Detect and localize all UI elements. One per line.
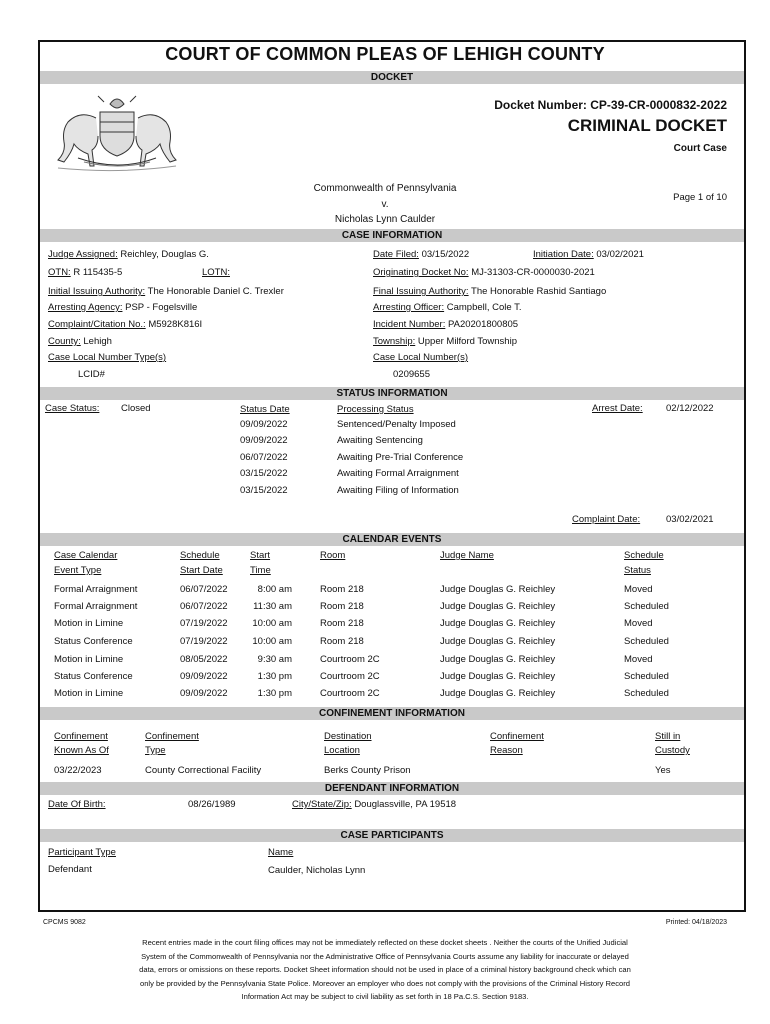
col-header-schedule-1: Schedule [180, 550, 220, 561]
conf-header-custody-2: Custody [655, 745, 690, 756]
cal-judge: Judge Douglas G. Reichley [440, 584, 556, 595]
cal-judge: Judge Douglas G. Reichley [440, 601, 556, 612]
disclaimer-line: only be provided by the Pennsylvania State Police. Moreover an employer who does not comply with the provisions of the Criminal History Record [139, 978, 631, 988]
docket-band: DOCKET [40, 71, 744, 84]
participant-name-header: Name [268, 847, 294, 858]
col-header-start-1: Start [250, 550, 271, 561]
cal-date: 06/07/2022 [180, 584, 228, 595]
col-header-judge: Judge Name [440, 550, 494, 561]
case-local-number-type-label: Case Local Number Type(s) [48, 352, 167, 363]
final-issuing-authority: Final Issuing Authority: The Honorable Rashid Santiago [373, 286, 607, 297]
case-status-value: Closed [121, 403, 151, 414]
court-title: COURT OF COMMON PLEAS OF LEHIGH COUNTY [165, 44, 605, 64]
caption-defendant: Nicholas Lynn Caulder [334, 214, 436, 225]
printed-date: Printed: 04/18/2023 [665, 919, 727, 926]
township: Township: Upper Milford Township [373, 336, 517, 347]
conf-custody: Yes [655, 765, 671, 776]
date-filed: Date Filed: 03/15/2022 [373, 249, 470, 260]
conf-known-as-of: 03/22/2023 [54, 765, 102, 776]
case-participants-band: CASE PARTICIPANTS [40, 829, 744, 842]
conf-header-reason-1: Confinement [490, 731, 544, 742]
cal-time: 8:00 am [257, 584, 292, 595]
initial-issuing-authority: Initial Issuing Authority: The Honorable Daniel C. Trexler [48, 286, 284, 297]
otn: OTN: R 115435-5 [48, 267, 123, 278]
cal-judge: Judge Douglas G. Reichley [440, 654, 556, 665]
arrest-date-label: Arrest Date: [592, 403, 643, 414]
conf-header-known-1: Confinement [54, 731, 108, 742]
processing-status-header: Processing Status [337, 404, 414, 415]
cal-date: 06/07/2022 [180, 601, 228, 612]
initiation-date: Initiation Date: 03/02/2021 [533, 249, 644, 260]
cal-room: Courtroom 2C [320, 671, 380, 682]
cal-room: Room 218 [320, 636, 364, 647]
complaint-date-label: Complaint Date: [572, 514, 641, 525]
conf-type: County Correctional Facility [145, 765, 262, 776]
cal-judge: Judge Douglas G. Reichley [440, 618, 556, 629]
cal-status: Moved [624, 654, 653, 665]
cal-event: Formal Arraignment [54, 601, 138, 612]
cal-room: Room 218 [320, 618, 364, 629]
cal-status: Scheduled [624, 671, 669, 682]
conf-header-type-1: Confinement [145, 731, 199, 742]
cal-date: 09/09/2022 [180, 671, 228, 682]
cal-time: 11:30 am [253, 601, 292, 612]
docket-type: CRIMINAL DOCKET [567, 116, 727, 135]
incident-number: Incident Number: PA20201800805 [373, 319, 519, 330]
case-local-number-value: 0209655 [393, 369, 430, 380]
cal-judge: Judge Douglas G. Reichley [440, 671, 556, 682]
originating-docket: Originating Docket No: MJ-31303-CR-0000030-2021 [373, 267, 595, 278]
status-row-date: 09/09/2022 [240, 435, 288, 446]
col-header-room: Room [320, 550, 346, 561]
status-information-band: STATUS INFORMATION [40, 387, 744, 400]
status-row-date: 09/09/2022 [240, 419, 288, 430]
col-header-start-2: Time [250, 565, 271, 576]
status-row-status: Awaiting Sentencing [337, 435, 423, 446]
case-status-label: Case Status: [45, 403, 100, 414]
cal-date: 07/19/2022 [180, 618, 228, 629]
status-row-status: Awaiting Pre-Trial Conference [337, 452, 464, 463]
disclaimer-line: Recent entries made in the court filing offices may not be immediately reflected on these docket sheets . Neither the courts of the Unified Judicial [142, 938, 628, 947]
lotn: LOTN: [202, 267, 230, 278]
docket-number: Docket Number: CP-39-CR-0000832-2022 [494, 98, 727, 112]
cal-status: Scheduled [624, 636, 669, 647]
disclaimer-line: System of the Commonwealth of Pennsylvania nor the Administrative Office of Pennsylvania Courts assume any liability for inaccurate or delayed [141, 951, 629, 961]
conf-header-type-2: Type [145, 745, 166, 756]
conf-header-known-2: Known As Of [54, 745, 109, 756]
dob-value: 08/26/1989 [188, 799, 236, 810]
disclaimer-line: Information Act may be subject to civil liability as set forth in 18 Pa.C.S. Section 9183. [241, 992, 529, 1001]
col-header-event-2: Event Type [54, 565, 102, 576]
form-id: CPCMS 9082 [43, 919, 86, 926]
status-row-date: 03/15/2022 [240, 485, 288, 496]
col-header-status-2: Status [624, 565, 651, 576]
cal-event: Status Conference [54, 636, 133, 647]
conf-header-destination-1: Destination [324, 731, 372, 742]
cal-event: Motion in Limine [54, 618, 124, 629]
cal-status: Scheduled [624, 688, 669, 699]
participant-name: Caulder, Nicholas Lynn [268, 865, 366, 876]
status-row-status: Awaiting Formal Arraignment [337, 468, 459, 479]
cal-event: Motion in Limine [54, 654, 124, 665]
cal-room: Courtroom 2C [320, 688, 380, 699]
cal-time: 9:30 am [257, 654, 292, 665]
col-header-event-1: Case Calendar [54, 550, 118, 561]
conf-header-custody-1: Still in [655, 731, 681, 742]
caption-versus: v. [381, 199, 389, 210]
cal-time: 1:30 pm [257, 688, 292, 699]
status-row-status: Awaiting Filing of Information [337, 485, 459, 496]
case-information-band: CASE INFORMATION [40, 229, 744, 242]
participant-type: Defendant [48, 864, 92, 875]
cal-date: 07/19/2022 [180, 636, 228, 647]
col-header-schedule-2: Start Date [180, 565, 223, 576]
arresting-agency: Arresting Agency: PSP - Fogelsville [48, 302, 198, 313]
complaint-citation: Complaint/Citation No.: M5928K816I [48, 319, 203, 330]
cal-room: Courtroom 2C [320, 654, 380, 665]
cal-time: 10:00 am [252, 636, 292, 647]
disclaimer-line: data, errors or omissions on these reports. Docket Sheet information should not be used in place of a criminal history background check which can [139, 965, 631, 974]
cal-event: Motion in Limine [54, 688, 124, 699]
status-row-date: 03/15/2022 [240, 468, 288, 479]
cal-event: Formal Arraignment [54, 584, 138, 595]
arrest-date-value: 02/12/2022 [666, 403, 714, 414]
complaint-date-value: 03/02/2021 [666, 514, 714, 525]
cal-time: 10:00 am [252, 618, 292, 629]
conf-header-reason-2: Reason [490, 745, 523, 756]
cal-status: Moved [624, 584, 653, 595]
cal-date: 08/05/2022 [180, 654, 228, 665]
calendar-events-band: CALENDAR EVENTS [40, 533, 744, 546]
case-kind: Court Case [673, 143, 727, 154]
cal-judge: Judge Douglas G. Reichley [440, 636, 556, 647]
cal-time: 1:30 pm [257, 671, 292, 682]
confinement-information-band: CONFINEMENT INFORMATION [40, 707, 744, 720]
caption-plaintiff: Commonwealth of Pennsylvania [313, 183, 457, 194]
cal-judge: Judge Douglas G. Reichley [440, 688, 556, 699]
status-row-date: 06/07/2022 [240, 452, 288, 463]
case-local-number-type-value: LCID# [78, 369, 105, 380]
cal-status: Moved [624, 618, 653, 629]
status-row-status: Sentenced/Penalty Imposed [337, 419, 456, 430]
cal-date: 09/09/2022 [180, 688, 228, 699]
pennsylvania-coat-of-arms-icon [48, 92, 186, 172]
cal-room: Room 218 [320, 601, 364, 612]
county: County: Lehigh [48, 336, 112, 347]
cal-status: Scheduled [624, 601, 669, 612]
cal-event: Status Conference [54, 671, 133, 682]
arresting-officer: Arresting Officer: Campbell, Cole T. [373, 302, 522, 313]
cal-room: Room 218 [320, 584, 364, 595]
disclaimer [80, 936, 690, 1004]
page-number: Page 1 of 10 [673, 192, 727, 203]
conf-destination: Berks County Prison [324, 765, 411, 776]
participant-type-header: Participant Type [48, 847, 116, 858]
col-header-status-1: Schedule [624, 550, 664, 561]
defendant-information-band: DEFENDANT INFORMATION [40, 782, 744, 795]
status-date-header: Status Date [240, 404, 290, 415]
city-state-zip: City/State/Zip: Douglassville, PA 19518 [292, 799, 457, 810]
judge-assigned: Judge Assigned: Reichley, Douglas G. [48, 249, 209, 260]
dob-label: Date Of Birth: [48, 799, 106, 810]
conf-header-destination-2: Location [324, 745, 360, 756]
case-local-number-label: Case Local Number(s) [373, 352, 469, 363]
